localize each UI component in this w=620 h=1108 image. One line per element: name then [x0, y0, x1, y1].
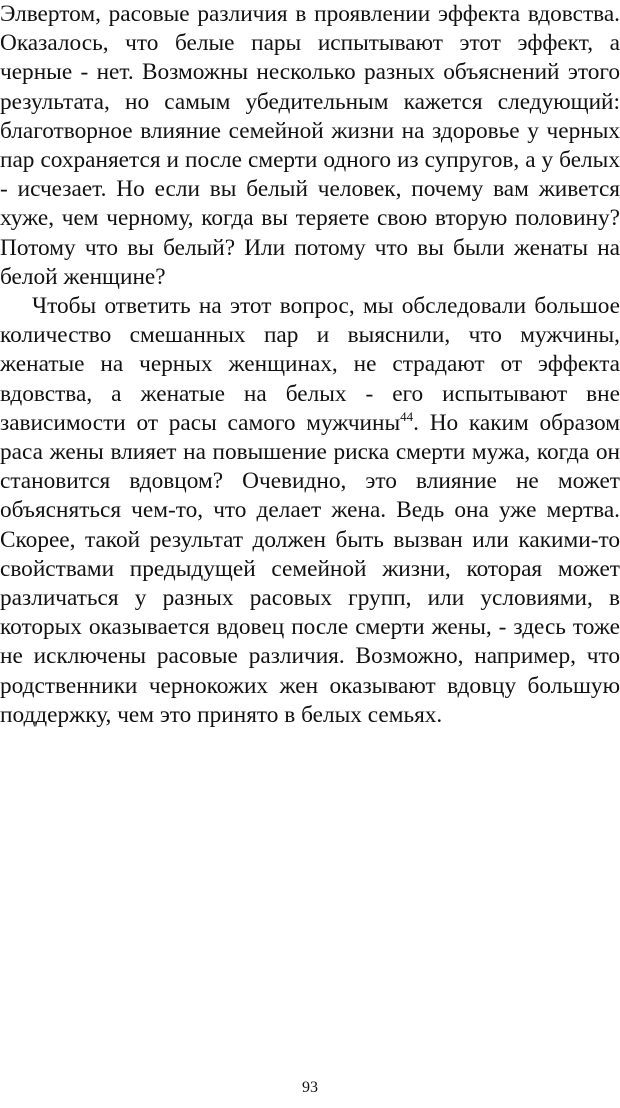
paragraph-1	[0, 0, 620, 292]
paragraph-2-text-start: Чтобы ответить на этот вопрос, мы обследовали большое количество смешанных пар и выяснили, что мужчины, женатые на черных женщинах, не страдают от эффекта вдовства, а женатые на белых - его испытывают вне зависимости от расы самого мужчины	[0, 293, 620, 436]
footnote-reference: 44	[400, 408, 414, 424]
paragraph-2	[0, 292, 620, 730]
paragraph-2-text-end: . Но каким образом раса жены влияет на повышение риска смерти мужа, когда он становится вдовцом? Очевидно, это влияние не может объясняться чем-то, что делает жена. Ведь она уже мертва. Скорее, такой результат должен быть вызван или какими-то свойствами предыдущей семейной жизни, которая может различаться у разных расовых групп, или условиями, в которых оказывается вдовец после смерти жены, - здесь тоже не исключены расовые различия. Возможно, например, что родственники чернокожих жен оказывают вдовцу большую поддержку, чем это принято в белых семьях.	[0, 409, 620, 728]
paragraph-1-text: Элвертом, расовые различия в проявлении эффекта вдовства. Оказалось, что белые пары испытывают этот эффект, а черные - нет. Возможны несколько разных объяснений этого результата, но самым убедительным кажется следующий: благотворное влияние семейной жизни на здоровье у черных пар сохраняется и после смерти одного из супругов, а у белых - исчезает. Но если вы белый человек, почему вам живется хуже, чем черному, когда вы теряете свою вторую половину? Потому что вы белый? Или потому что вы были женаты на белой женщине?	[0, 1, 620, 290]
page-number: 93	[302, 1079, 318, 1096]
